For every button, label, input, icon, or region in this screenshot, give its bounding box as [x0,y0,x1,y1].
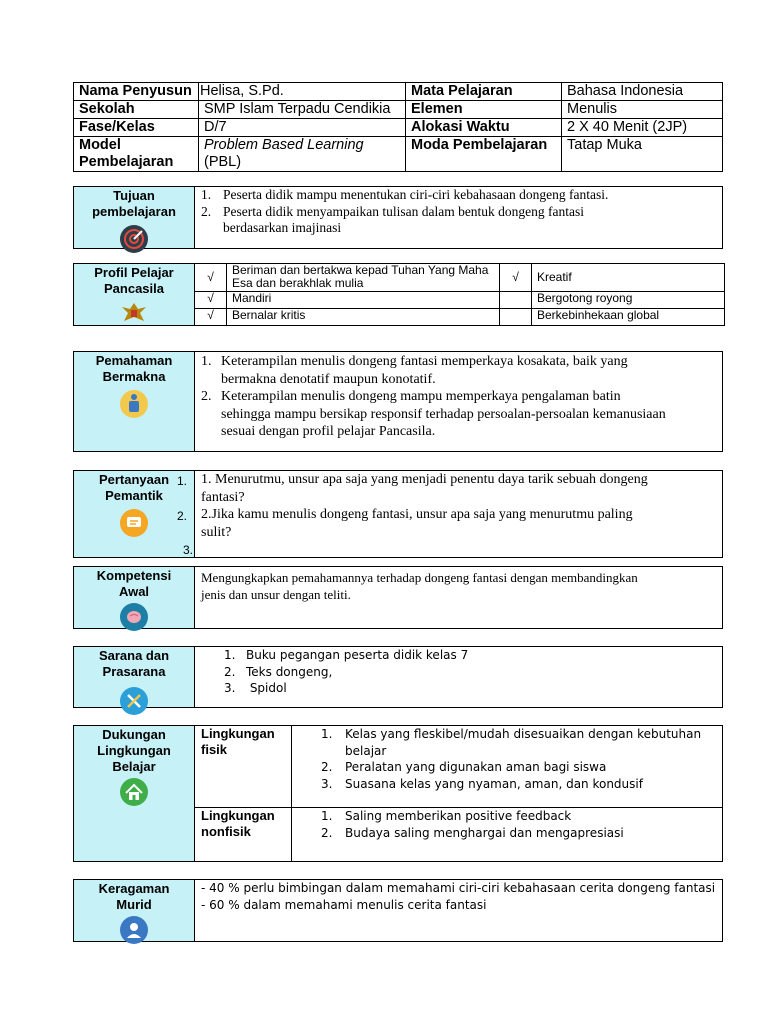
alokasi-value: 2 X 40 Menit (2JP) [562,119,723,137]
keragaman-text [195,880,722,941]
target-icon [120,225,148,253]
tujuan-label-cell [74,187,195,248]
profil-item: Beriman dan bertakwa kepad Tuhan Yang Maha Esa dan berakhlak mulia [227,264,500,291]
sekolah-value: SMP Islam Terpadu Cendikia [199,101,406,119]
check-mark: √ [195,291,227,308]
profil-table [195,264,725,325]
pertanyaan-label-cell [74,471,195,557]
dukungan-label-cell [74,726,195,861]
mata-pelajaran-value: Bahasa Indonesia [562,83,723,101]
moda-value: Tatap Muka [562,137,723,172]
list-item-continuation: sehingga mampu bersikap responsif terhadap persoalan-persoalan kemanusiaan [221,406,666,422]
kompetensi-label-cell [74,567,195,628]
keragaman-section [73,879,723,942]
nama-penyusun-value: Helisa, S.Pd. [199,83,406,101]
mata-pelajaran-label: Mata Pelajaran [406,83,562,101]
fase-label: Fase/Kelas [74,119,199,137]
kompetensi-section [73,566,723,629]
profil-label: Profil Pelajar Pancasila [94,265,174,296]
chat-icon [120,509,148,537]
home-icon [120,778,148,806]
check-mark: √ [195,264,227,291]
tujuan-list [195,187,722,248]
profil-label-cell [74,264,195,325]
profil-item: Mandiri [227,291,500,308]
list-item-continuation: berdasarkan imajinasi [223,220,342,235]
list-item: 2. Peserta didik menyampaikan tulisan dalam bentuk dongeng fantasi [201,203,585,219]
question-number: 2. [177,509,188,523]
list-item: 2. Peralatan yang digunakan aman bagi siswa [321,760,607,774]
list-item: 1. Keterampilan menulis dongeng fantasi memperkaya kosakata, baik yang [201,354,628,369]
lingkungan-fisik-label: Lingkungan fisik [195,726,292,808]
question-number: 3. [183,543,194,557]
pemahaman-label-cell [74,352,195,451]
lingkungan-nonfisik-label: Lingkungan nonfisik [195,808,292,861]
sarana-label-cell [74,647,195,707]
pemahaman-list [195,352,722,451]
lingkungan-nonfisik-list [292,808,722,861]
dukungan-content [195,726,722,861]
check-mark: √ [500,264,532,291]
kompetensi-text [195,567,722,628]
question-text: fantasi? [201,489,245,505]
users-icon [120,916,148,944]
sekolah-label: Sekolah [74,101,199,119]
keragaman-label: Keragaman Murid [98,881,170,912]
sarana-label: Sarana dan Prasarana [98,648,170,679]
model-label: Model Pembelajaran [74,137,199,172]
pemahaman-section [73,351,723,452]
garuda-icon [120,299,148,327]
question-text: sulit? [201,524,232,540]
list-item: 1. Saling memberikan positive feedback [321,809,572,823]
dukungan-section [73,725,723,862]
nama-penyusun-label: Nama Penyusun [74,83,199,101]
dukungan-label: Dukungan Lingkungan Belajar [97,727,171,774]
elemen-label: Elemen [406,101,562,119]
list-item-continuation: sesuai dengan profil pelajar Pancasila. [221,424,436,439]
list-item-continuation: bermakna denotatif maupun konotatif. [221,371,436,387]
list-item: 1. Buku pegangan peserta didik kelas 7 [224,648,469,662]
pemahaman-label: Pemahaman Bermakna [95,353,173,384]
pertanyaan-section [73,470,723,558]
list-item: 2. Keterampilan menulis dongeng mampu memperkaya pengalaman batin [201,389,621,404]
question-text: 2.Jika kamu menulis dongeng fantasi, unsur apa saja yang menurutmu paling [201,507,633,522]
pertanyaan-label: Pertanyaan Pemantik [98,472,170,503]
lingkungan-fisik-list [292,726,722,808]
question-text: 1. Menurutmu, unsur apa saja yang menjadi penentu daya tarik sebuah dongeng [201,472,648,487]
list-item: 1. Peserta didik mampu menentukan ciri-ciri kebahasaan dongeng fantasi. [201,187,609,202]
moda-label: Moda Pembelajaran [406,137,562,172]
brain-icon [120,603,148,631]
sarana-list [195,647,722,707]
question-number: 1. [177,474,188,488]
profil-item: Berkebinhekaan global [532,308,726,325]
profil-item: Bergotong royong [532,291,726,308]
list-item: 3. Suasana kelas yang nyaman, aman, dan kondusif [321,776,643,791]
keragaman-line: - 40 % perlu bimbingan dalam memahami ciri-ciri kebahasaan cerita dongeng fantasi [201,881,716,895]
check-mark: √ [195,308,227,325]
pertanyaan-list [195,471,722,557]
kompetensi-line: jenis dan unsur dengan teliti. [201,587,351,602]
check-mark [500,308,532,325]
kompetensi-label: Kompetensi Awal [96,568,172,599]
check-mark [500,291,532,308]
tujuan-label: Tujuan pembelajaran [92,188,176,219]
profil-item: Kreatif [532,264,726,291]
profil-item: Bernalar kritis [227,308,500,325]
sarana-section [73,646,723,708]
tools-icon [120,687,148,715]
fase-value: D/7 [199,119,406,137]
list-item: 2. Teks dongeng, [224,664,333,679]
keragaman-label-cell [74,880,195,941]
info-icon [120,390,148,418]
profil-section [73,263,725,326]
list-item: 2. Budaya saling menghargai dan mengapresiasi [321,825,624,840]
tujuan-section [73,186,723,249]
kompetensi-line: Mengungkapkan pemahamannya terhadap dongeng fantasi dengan membandingkan [201,570,638,585]
list-item-continuation: belajar [345,743,387,758]
alokasi-label: Alokasi Waktu [406,119,562,137]
elemen-value: Menulis [562,101,723,119]
keragaman-line: - 60 % dalam memahami menulis cerita fantasi [201,897,487,912]
list-item: 1. Kelas yang fleskibel/mudah disesuaikan dengan kebutuhan [321,727,702,741]
identity-table [73,82,723,172]
list-item: 3. Spidol [224,681,287,695]
model-value: Problem Based Learning (PBL) [199,137,406,172]
